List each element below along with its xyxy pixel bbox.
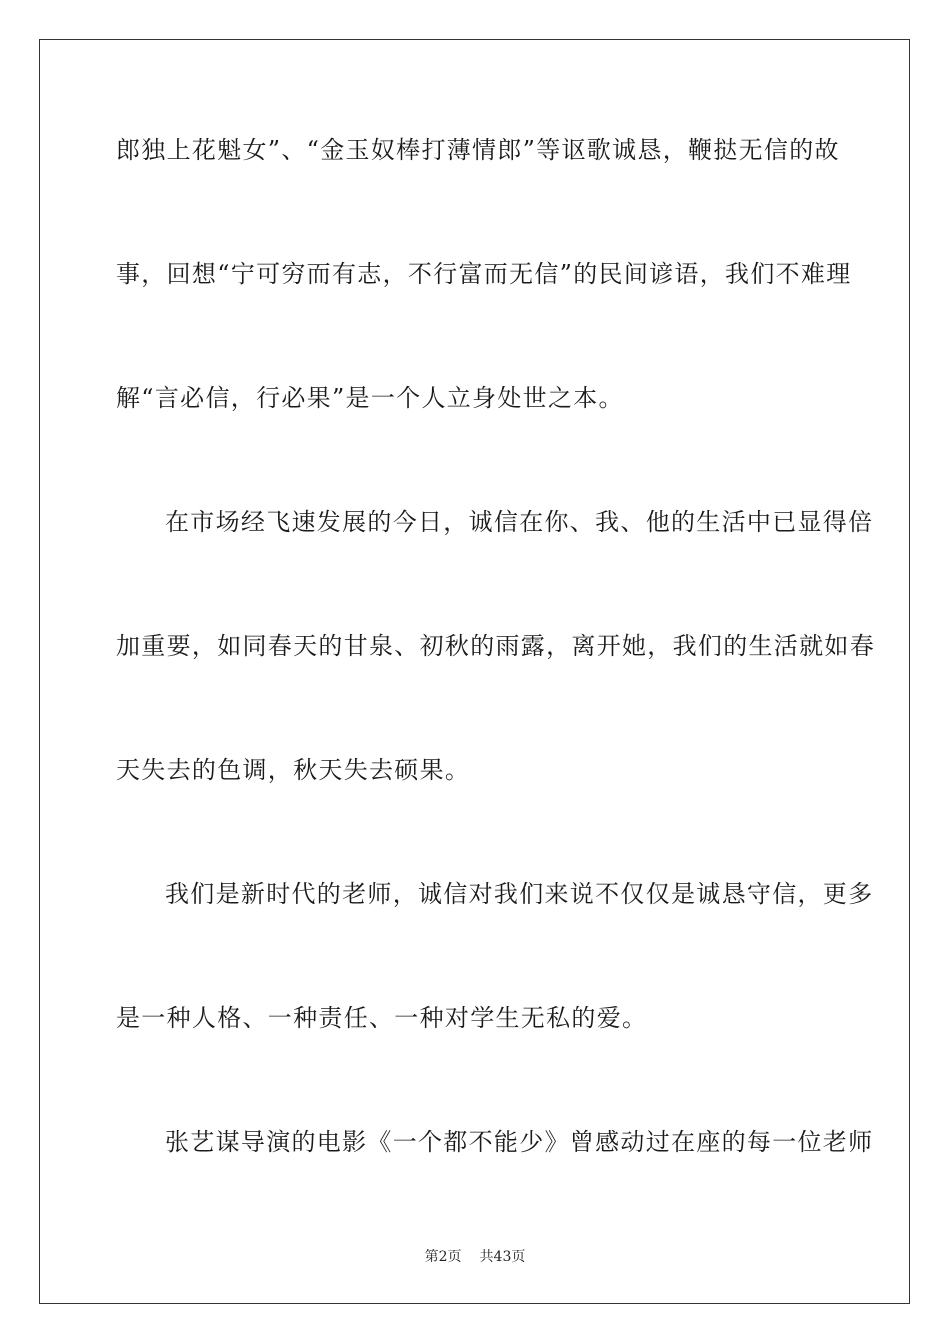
body-text-line: 加重要，如同春天的甘泉、初秋的雨露，离开她，我们的生活就如春: [116, 632, 875, 660]
body-text-line: 解“言必信，行必果”是一个人立身处世之本。: [116, 384, 624, 412]
page-number: 第2页: [424, 1249, 462, 1265]
body-text-line: 郎独上花魁女”、“金玉奴棒打薄情郎”等讴歌诚恳，鞭挞无信的故: [116, 136, 840, 164]
page-footer: [0, 1248, 950, 1266]
page-border: [39, 39, 910, 1304]
total-pages: 共43页: [479, 1249, 526, 1265]
body-text-line: 事，回想“宁可穷而有志，不行富而无信”的民间谚语，我们不难理: [116, 260, 852, 288]
paragraph-first-line: 张艺谋导演的电影《一个都不能少》曾感动过在座的每一位老师: [165, 1128, 874, 1156]
body-text-line: 是一种人格、一种责任、一种对学生无私的爱。: [116, 1004, 648, 1032]
paragraph-first-line: 在市场经飞速发展的今日，诚信在你、我、他的生活中已显得倍: [165, 508, 874, 536]
paragraph-first-line: 我们是新时代的老师，诚信对我们来说不仅仅是诚恳守信，更多: [165, 880, 874, 908]
body-text-line: 天失去的色调，秋天失去硕果。: [116, 756, 471, 784]
